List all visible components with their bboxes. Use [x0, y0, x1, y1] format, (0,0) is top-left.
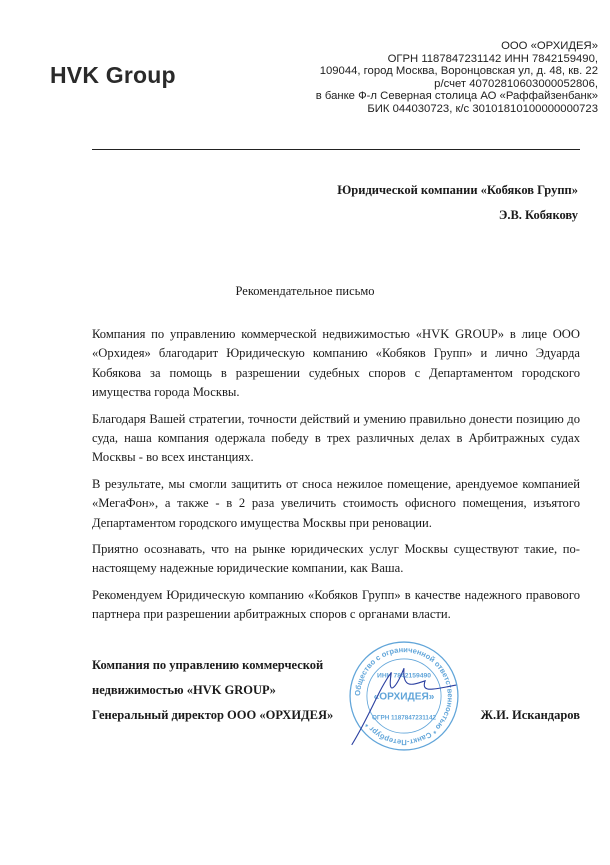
paragraph: Благодаря Вашей стратегии, точности действий и умению правильно донести позицию до суда, наша компания одержала победу в трех различных делах в Арбитражных судах Москвы - во всех инстанциях.	[92, 411, 580, 465]
signature-line-1: Компания по управлению коммерческой	[92, 657, 324, 672]
signature-row-2	[92, 678, 580, 703]
requisite-line: в банке Ф-л Северная столица АО «Раффайзенбанк»	[315, 90, 598, 103]
requisite-line: ООО «ОРХИДЕЯ»	[501, 40, 598, 52]
signature-line-2: недвижимостью «HVK GROUP»	[92, 682, 276, 697]
company-logo: HVK Group	[50, 62, 176, 88]
svg-text:«ОРХИДЕЯ»: «ОРХИДЕЯ»	[373, 691, 435, 703]
paragraph: Приятно осознавать, что на рынке юридических услуг Москвы существуют такие, по-настоящему надежные юридические компании, как Ваша.	[92, 542, 580, 576]
requisite-line: ОГРН 1187847231142 ИНН 7842159490,	[387, 52, 598, 65]
addressee-person: Э.В. Кобякову	[498, 208, 578, 222]
letter-body	[92, 325, 580, 625]
letter-content	[92, 325, 580, 747]
signature-block	[92, 644, 580, 747]
paragraph: Рекомендуем Юридическую компанию «Кобяков Групп» в качестве надежного правового партнера при разрешении арбитражных споров с органами власти.	[92, 587, 580, 622]
paragraph: В результате, мы смогли защитить от сноса нежилое помещение, арендуемое компанией «МегаФон», а также - в 2 раза увеличить стоимость офисного помещения, изъятого Департаментом городского имущества Москвы при реновации.	[92, 476, 580, 530]
requisite-line: 109044, город Москва, Воронцовская ул, д. 48, кв. 22	[319, 65, 598, 78]
svg-text:ОГРН 1187847231142: ОГРН 1187847231142	[372, 714, 436, 722]
signature-row-1	[92, 653, 580, 678]
signature-line-3: Генеральный директор ООО «ОРХИДЕЯ»	[92, 707, 334, 722]
paragraph: Компания по управлению коммерческой недвижимостью «HVK GROUP» в лице ООО «Орхидея» благодарит Юридическую компанию «Кобяков Групп» и лично Эдуарда Кобякова за помощь в разрешении судебных споров с Департаментом городского имущества города Москвы.	[92, 327, 580, 400]
svg-text:ИНН 7842159490: ИНН 7842159490	[377, 672, 431, 680]
letter-title: Рекомендательное письмо	[235, 284, 375, 298]
signatory-name: Ж.И. Искандаров	[480, 707, 580, 722]
header-divider	[92, 149, 580, 150]
requisite-line: БИК 044030723, к/с 30101810100000000723	[367, 102, 598, 115]
company-stamp-icon	[345, 637, 463, 755]
svg-text:Общество с ограниченной ответс: Общество с ограниченной ответственностью * Санкт-Петербург *	[353, 644, 455, 747]
company-requisites	[316, 40, 598, 116]
signature-row-3	[92, 703, 580, 728]
requisite-line: р/счет 40702810603000052806,	[434, 77, 598, 90]
addressee-company: Юридической компании «Кобяков Групп»	[337, 183, 578, 197]
